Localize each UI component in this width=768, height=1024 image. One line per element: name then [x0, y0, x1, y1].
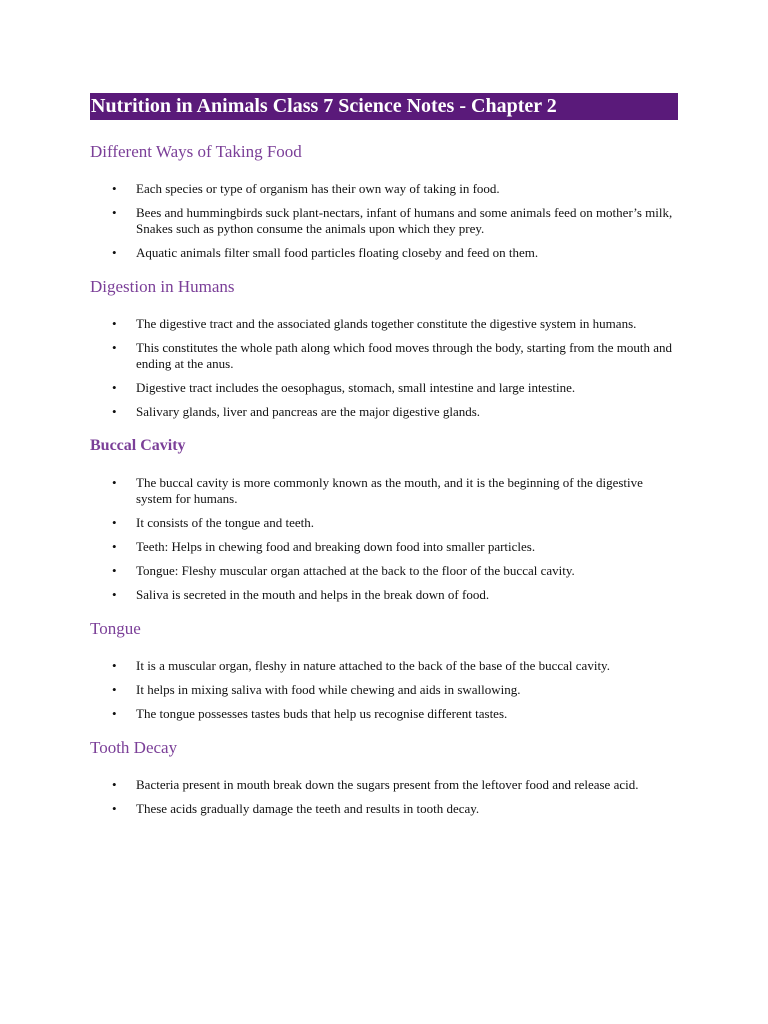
list-item: • Teeth: Helps in chewing food and breaking down food into smaller particles. — [112, 539, 536, 554]
list-item: • Salivary glands, liver and pancreas are the major digestive glands. — [112, 404, 481, 419]
list-item: • Bees and hummingbirds suck plant-nectars, infant of humans and some animals feed on mother’s milk, Snakes such as python consume the animals upon which they prey. — [112, 205, 673, 236]
bullet-icon: • — [112, 777, 117, 792]
bullet-icon: • — [112, 475, 117, 490]
bullet-icon: • — [112, 181, 117, 196]
list-item: • These acids gradually damage the teeth and results in tooth decay. — [112, 801, 480, 816]
bullet-icon: • — [112, 316, 117, 331]
bullet-list — [90, 316, 678, 420]
bullet-list — [90, 658, 678, 722]
bullet-icon: • — [112, 539, 117, 554]
section-heading: Tongue — [90, 619, 141, 638]
list-item: • The buccal cavity is more commonly known as the mouth, and it is the beginning of the digestive system for humans. — [112, 475, 643, 506]
bullet-icon: • — [112, 587, 117, 602]
section-tooth-decay — [90, 738, 678, 817]
list-item: • Saliva is secreted in the mouth and helps in the break down of food. — [112, 587, 490, 602]
bullet-icon: • — [112, 563, 117, 578]
bullet-icon: • — [112, 340, 117, 355]
bullet-icon: • — [112, 205, 117, 220]
bullet-list — [90, 777, 678, 817]
document-title: Nutrition in Animals Class 7 Science Notes - Chapter 2 — [90, 93, 678, 120]
section-different-ways — [90, 142, 678, 261]
list-item: • It helps in mixing saliva with food while chewing and aids in swallowing. — [112, 682, 521, 697]
section-heading: Tooth Decay — [90, 738, 178, 757]
section-tongue — [90, 619, 678, 722]
bullet-list — [90, 475, 678, 603]
list-item: • Each species or type of organism has their own way of taking in food. — [112, 181, 500, 196]
bullet-icon: • — [112, 515, 117, 530]
section-heading: Different Ways of Taking Food — [90, 142, 302, 161]
list-item: • The tongue possesses tastes buds that help us recognise different tastes. — [112, 706, 508, 721]
list-item: • Aquatic animals filter small food particles floating closeby and feed on them. — [112, 245, 539, 260]
list-item: • The digestive tract and the associated glands together constitute the digestive system in humans. — [112, 316, 637, 331]
bullet-list — [90, 181, 678, 261]
section-buccal-cavity — [90, 436, 678, 603]
bullet-icon: • — [112, 380, 117, 395]
list-item: • It consists of the tongue and teeth. — [112, 515, 314, 530]
bullet-icon: • — [112, 404, 117, 419]
bullet-icon: • — [112, 658, 117, 673]
section-heading: Buccal Cavity — [90, 437, 186, 454]
bullet-icon: • — [112, 682, 117, 697]
section-heading: Digestion in Humans — [90, 277, 235, 296]
bullet-icon: • — [112, 245, 117, 260]
bullet-icon: • — [112, 706, 117, 721]
list-item: • Tongue: Fleshy muscular organ attached at the back to the floor of the buccal cavity. — [112, 563, 575, 578]
list-item: • It is a muscular organ, fleshy in nature attached to the back of the base of the buccal cavity. — [112, 658, 610, 673]
section-digestion — [90, 277, 678, 420]
list-item: • Digestive tract includes the oesophagus, stomach, small intestine and large intestine. — [112, 380, 576, 395]
bullet-icon: • — [112, 801, 117, 816]
list-item: • Bacteria present in mouth break down the sugars present from the leftover food and release acid. — [112, 777, 639, 792]
list-item: • This constitutes the whole path along which food moves through the body, starting from the mouth and ending at the anus. — [112, 340, 673, 371]
document-page — [90, 93, 678, 825]
